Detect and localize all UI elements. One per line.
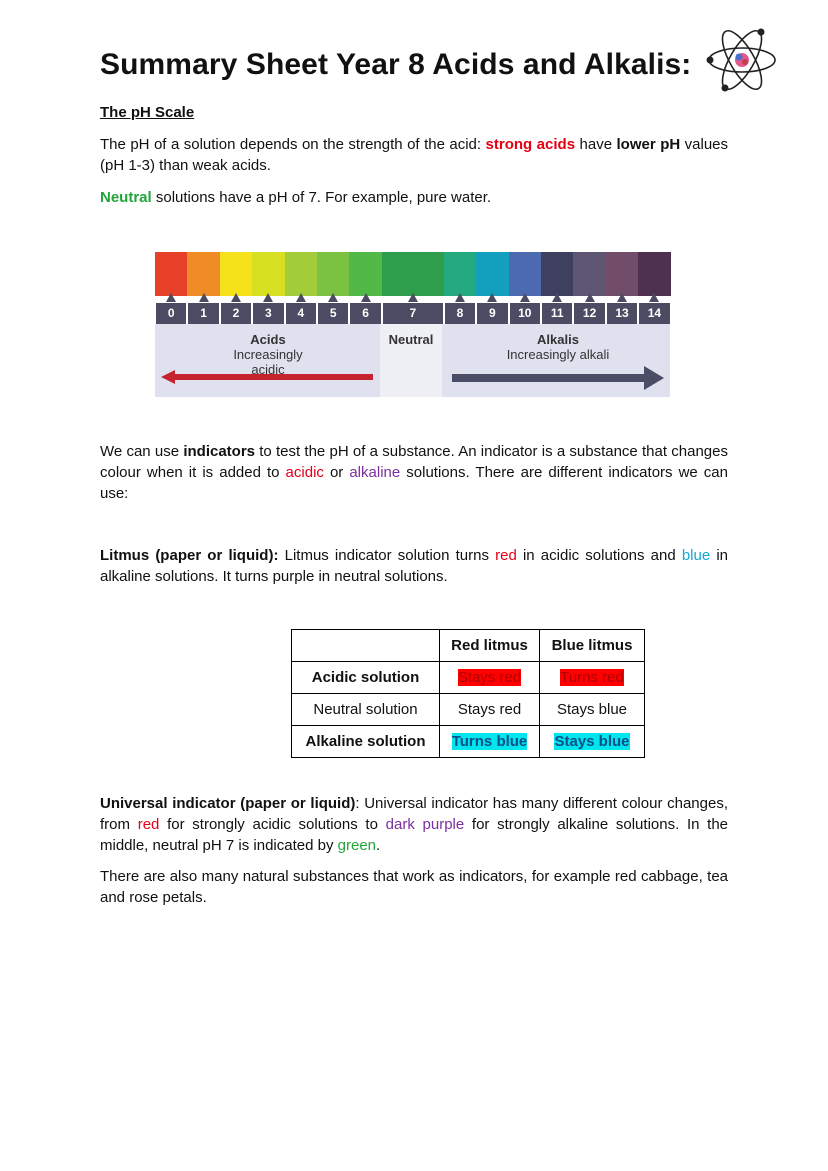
table-cell: Stays blue [540, 694, 645, 726]
table-cell [540, 662, 645, 694]
ph-color-7 [382, 252, 445, 296]
ph-scale-heading: The pH Scale [100, 104, 195, 121]
indicators-paragraph: We can use indicators to test the pH of a substance. An indicator is a substance that changes colour when it is added to acidic or alkaline solutions. There are different indicators we can use: [100, 443, 728, 502]
table-header-cell: Blue litmus [540, 630, 645, 662]
ph-color-12 [573, 252, 606, 296]
ph-number-10: 10 [510, 303, 540, 324]
ph-number-3: 3 [253, 303, 283, 324]
ph-scale-diagram [155, 252, 670, 397]
ph-color-4 [285, 252, 318, 296]
ph-tick [487, 293, 497, 302]
ph-tick [296, 293, 306, 302]
ph-paragraph: The pH of a solution depends on the strength of the acid: strong acids have lower pH values (pH 1-3) than weak acids. [100, 136, 729, 174]
ph-tick [361, 293, 371, 302]
table-cell [540, 726, 645, 758]
ph-color-10 [509, 252, 542, 296]
ph-tick [199, 293, 209, 302]
ph-tick [455, 293, 465, 302]
result-highlight: Turns red [560, 669, 624, 686]
row-label: Neutral solution [292, 694, 440, 726]
ph-color-14 [638, 252, 671, 296]
ph-number-4: 4 [286, 303, 316, 324]
ph-number-6: 6 [350, 303, 380, 324]
litmus-paragraph: Litmus (paper or liquid): Litmus indicator solution turns red in acidic solutions and blue in alkaline solutions. It turns purple in neutral solutions. [100, 547, 729, 585]
ph-tick [520, 293, 530, 302]
ph-tick [408, 293, 418, 302]
ph-number-1: 1 [188, 303, 218, 324]
ph-tick [617, 293, 627, 302]
ph-color-6 [349, 252, 382, 296]
ph-tick [166, 293, 176, 302]
ph-number-2: 2 [221, 303, 251, 324]
ph-color-11 [541, 252, 574, 296]
table-row [292, 694, 645, 726]
table-row [292, 662, 645, 694]
alkalis-label: Alkalis Increasingly alkali [506, 332, 610, 362]
alkali-arrow [452, 366, 664, 390]
ph-color-13 [606, 252, 639, 296]
litmus-table [291, 629, 645, 758]
table-cell [440, 662, 540, 694]
ph-color-8 [444, 252, 477, 296]
ph-color-1 [187, 252, 220, 296]
row-label: Acidic solution [292, 662, 440, 694]
ph-color-3 [252, 252, 285, 296]
ph-tick [585, 293, 595, 302]
ph-color-9 [476, 252, 509, 296]
table-header-row [292, 630, 645, 662]
table-cell: Stays red [440, 694, 540, 726]
ph-number-11: 11 [542, 303, 572, 324]
atom-icon [705, 24, 779, 96]
row-label: Alkaline solution [292, 726, 440, 758]
ph-tick [552, 293, 562, 302]
result-highlight: Stays blue [554, 733, 630, 750]
result-highlight: Stays red [457, 669, 522, 686]
ph-color-2 [220, 252, 253, 296]
acid-arrow [161, 370, 373, 384]
ph-number-9: 9 [477, 303, 507, 324]
ph-number-8: 8 [445, 303, 475, 324]
table-cell [440, 726, 540, 758]
table-header-cell [292, 630, 440, 662]
table-row [292, 726, 645, 758]
ph-tick [649, 293, 659, 302]
ph-number-7: 7 [383, 303, 443, 324]
ph-color-5 [317, 252, 350, 296]
ph-number-12: 12 [574, 303, 604, 324]
universal-paragraph: Universal indicator (paper or liquid): Universal indicator has many different colour changes, from red for strongly acidic solutions to dark purple for strongly alkaline solutions. In the middle, neutral pH 7 is indicated by green. [100, 795, 729, 854]
neutral-paragraph: Neutral solutions have a pH of 7. For example, pure water. [100, 189, 492, 206]
ph-tick [263, 293, 273, 302]
acids-label: Acids Increasingly acidic [233, 332, 303, 377]
neutral-label: Neutral [388, 332, 434, 347]
ph-color-0 [155, 252, 188, 296]
ph-tick [328, 293, 338, 302]
ph-number-5: 5 [318, 303, 348, 324]
natural-indicators-paragraph: There are also many natural substances that work as indicators, for example red cabbage, tea and rose petals. [100, 868, 728, 906]
ph-number-14: 14 [639, 303, 669, 324]
ph-number-13: 13 [607, 303, 637, 324]
page-title: Summary Sheet Year 8 Acids and Alkalis: [100, 48, 692, 81]
ph-number-0: 0 [156, 303, 186, 324]
table-header-cell: Red litmus [440, 630, 540, 662]
ph-tick [231, 293, 241, 302]
result-highlight: Turns blue [451, 733, 528, 750]
